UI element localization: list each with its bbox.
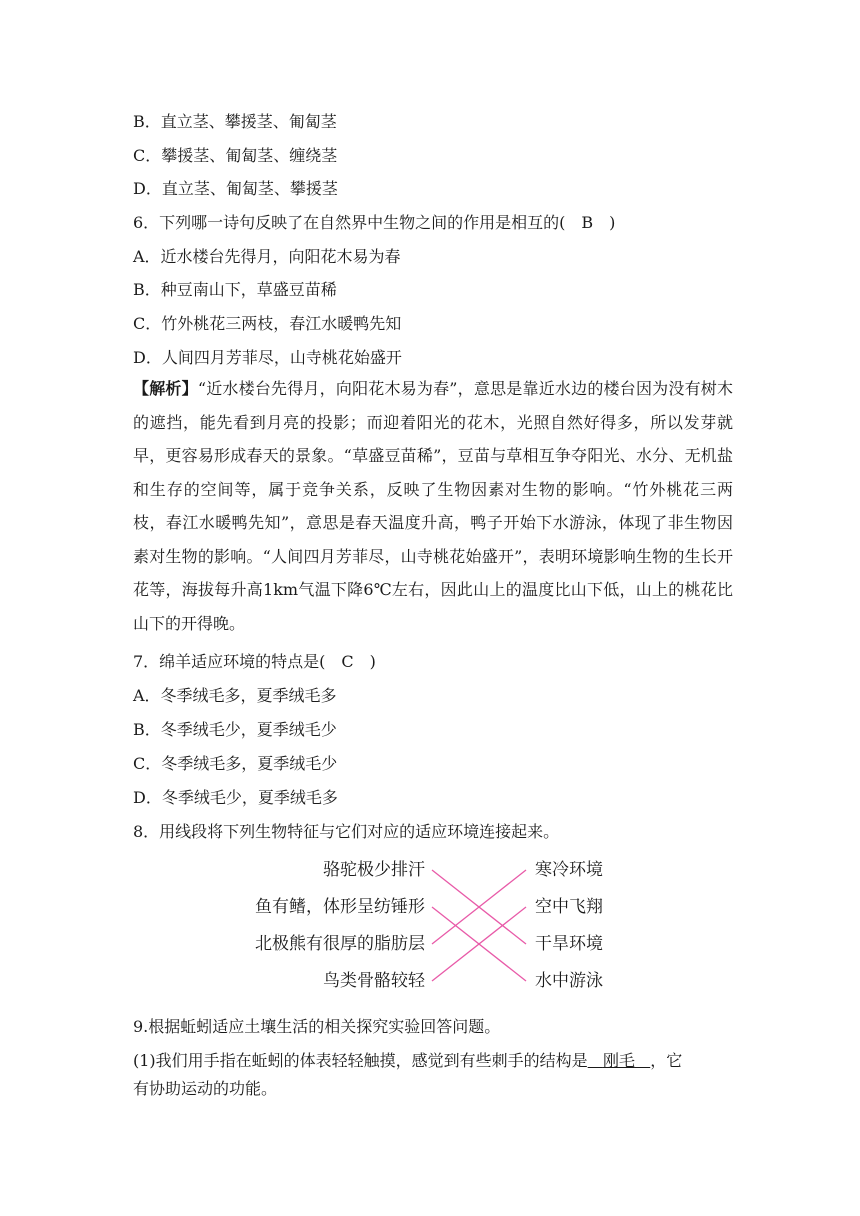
left-item: 鸟类骨骼较轻 [323,971,425,991]
option-b: B．种豆南山下，草盛豆苗稀 [133,280,337,299]
option-b: B．直立茎、攀援茎、匍匐茎 [133,112,337,131]
option-c: C．竹外桃花三两枝，春江水暖鸭先知 [133,314,402,333]
subquestion-1-line2: 有协助运动的功能。 [133,1079,278,1098]
analysis-tag: 【解析】 [133,379,198,398]
question9-stem: 9.根据蚯蚓适应土壤生活的相关探究实验回答问题。 [133,1017,501,1036]
right-item: 寒冷环境 [535,860,603,880]
answer-blank [588,1051,651,1070]
option-d: D．冬季绒毛少，夏季绒毛多 [133,788,338,807]
question6-stem: 6．下列哪一诗句反映了在自然界中生物之间的作用是相互的( B ) [133,213,616,232]
right-item: 空中飞翔 [535,897,603,917]
answer-text: 刚毛 [602,1051,635,1070]
left-item: 鱼有鳍，体形呈纺锤形 [255,897,425,917]
option-a: A．冬季绒毛多，夏季绒毛多 [133,686,337,705]
option-d: D．人间四月芳菲尽，山寺桃花始盛开 [133,348,402,367]
subquestion-1-tail: ，它 [650,1051,683,1070]
question8-stem: 8．用线段将下列生物特征与它们对应的适应环境连接起来。 [133,822,560,841]
analysis-text: “近水楼台先得月，向阳花木易为春”，意思是靠近水边的楼台因为没有树木的遮挡，能先看到月亮的投影；而迎着阳光的花木，光照自然好得多，所以发芽就早，更容易形成春天的景象。“草盛豆苗稀”，豆苗与草相互争夺阳光、水分、无机盐和生存的空间等，属于竞争关系，反映了生物因素对生物的影响。“竹外桃花三两枝，春江水暖鸭先知”，意思是春天温度升高，鸭子开始下水游泳，体现了非生物因素对生物的影响。“人间四月芳菲尽，山寺桃花始盛开”，表明环境影响生物的生长开花等，海拔每升高1km气温下降6℃左右，因此山上的温度比山下低，山上的桃花比山下的开得晚。 [133,379,733,633]
option-a: A．近水楼台先得月，向阳花木易为春 [133,247,401,266]
subquestion-1-text: (1)我们用手指在蚯蚓的体表轻轻触摸，感觉到有些刺手的结构是 [133,1051,588,1070]
option-b: B．冬季绒毛少，夏季绒毛少 [133,720,337,739]
right-item: 干旱环境 [535,934,603,954]
subquestion-1 [133,1051,733,1071]
left-item: 骆驼极少排汗 [323,860,425,880]
right-item: 水中游泳 [535,971,603,991]
option-c: C．攀援茎、匍匐茎、缠绕茎 [133,146,338,165]
question7-stem: 7．绵羊适应环境的特点是( C ) [133,652,376,671]
left-item: 北极熊有很厚的脂肪层 [255,934,425,954]
option-d: D．直立茎、匍匐茎、攀援茎 [133,179,338,198]
option-c: C．冬季绒毛多，夏季绒毛少 [133,754,338,773]
